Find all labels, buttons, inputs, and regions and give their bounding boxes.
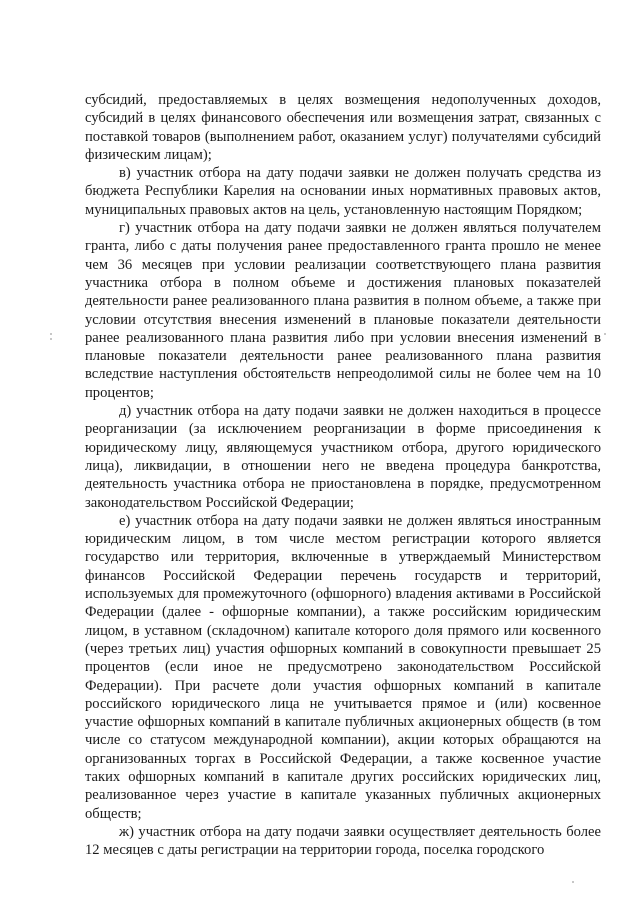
scan-speck	[604, 333, 606, 335]
paragraph-item-e: е) участник отбора на дату подачи заявки не должен являться иностранным юридическим лицом, в том числе местом регистрации которого является государство или территория, включенные в утверждаемый Министерством финансов Российской Федерации перечень государств и территорий, используемых для промежуточного (офшорного) владения активами в Российской Федерации (далее - офшорные компании), а также российским юридическим лицом, в уставном (складочном) капитале которого доля прямого или косвенного (через третьих лиц) участия офшорных компаний в совокупности превышает 25 процентов (если иное не предусмотрено законодательством Российской Федерации). При расчете доли участия офшорных компаний в капитале российского юридического лица не учитывается прямое и (или) косвенное участие офшорных компаний в капитале публичных акционерных обществ (в том числе со статусом международной компании), акции которых обращаются на организованных торгах в Российской Федерации, а также косвенное участие таких офшорных компаний в капитале других российских юридических лиц, реализованное через участие в капитале указанных публичных акционерных обществ;	[85, 512, 601, 822]
scan-speck	[50, 338, 52, 340]
scan-speck	[50, 333, 52, 335]
scan-speck	[572, 881, 574, 883]
paragraph-item-v: в) участник отбора на дату подачи заявки не должен получать средства из бюджета Республики Карелия на основании иных нормативных правовых актов, муниципальных правовых актов на цель, установленную настоящим Порядком;	[85, 165, 601, 218]
paragraph-item-g: г) участник отбора на дату подачи заявки не должен являться получателем гранта, либо с даты получения ранее предоставленного гранта прошло не менее чем 36 месяцев при условии реализации соответствующего плана развития участника отбора в полном объеме и достижения плановых показателей деятельности ранее реализованного плана развития в полном объеме, а также при условии отсутствия внесения изменений в плановые показатели деятельности ранее реализованного плана развития либо при условии внесения изменений в плановые показатели деятельности ранее реализованного плана развития вследствие наступления обстоятельств непреодолимой силы не более чем на 10 процентов;	[85, 220, 601, 401]
paragraph-subsidies-continuation: субсидий, предоставляемых в целях возмещения недополученных доходов, субсидий в целях финансового обеспечения или возмещения затрат, связанных с поставкой товаров (выполнением работ, оказанием услуг) получателями субсидий физическим лицам);	[85, 92, 601, 163]
document-body	[85, 91, 601, 859]
paragraph-item-d: д) участник отбора на дату подачи заявки не должен находиться в процессе реорганизации (за исключением реорганизации в форме присоединения к юридическому лицу, являющемуся участником отбора, другого юридического лица), ликвидации, в отношении него не введена процедура банкротства, деятельность участника отбора не приостановлена в порядке, предусмотренном законодательством Российской Федерации;	[85, 403, 601, 511]
paragraph-item-zh: ж) участник отбора на дату подачи заявки осуществляет деятельность более 12 месяцев с даты регистрации на территории города, поселка городского	[85, 823, 601, 859]
